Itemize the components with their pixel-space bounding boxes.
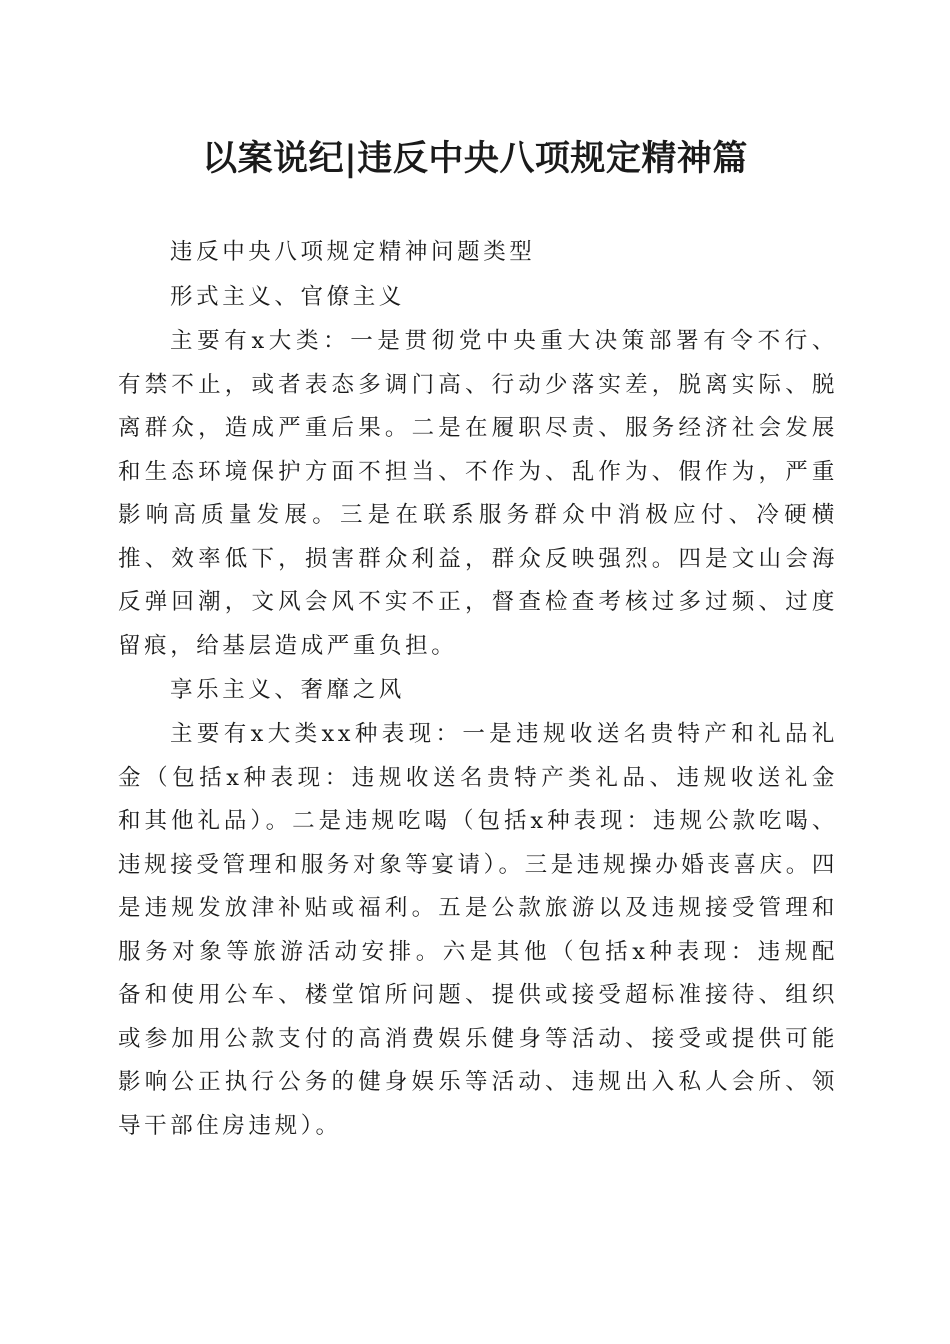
- paragraph-formalism-details: 主要有x大类：一是贯彻党中央重大决策部署有令不行、有禁不止，或者表态多调门高、行动少落实差，脱离实际、脱离群众，造成严重后果。二是在履职尽责、服务经济社会发展和生态环境保护方面不担当、不作为、乱作为、假作为，严重影响高质量发展。三是在联系服务群众中消极应付、冷硬横推、效率低下，损害群众利益，群众反映强烈。四是文山会海反弹回潮，文风会风不实不正，督查检查考核过多过频、过度留痕，给基层造成严重负担。: [118, 328, 838, 659]
- paragraph-hedonism-details: 主要有x大类xx种表现：一是违规收送名贵特产和礼品礼金（包括x种表现：违规收送名贵特产类礼品、违规收送礼金和其他礼品）。二是违规吃喝（包括x种表现：违规公款吃喝、违规接受管理和服务对象等宴请）。三是违规操办婚丧喜庆。四是违规发放津补贴或福利。五是公款旅游以及违规接受管理和服务对象等旅游活动安排。六是其他（包括x种表现：违规配备和使用公车、楼堂馆所问题、提供或接受超标准接待、组织或参加用公款支付的高消费娱乐健身等活动、接受或提供可能影响公正执行公务的健身娱乐等活动、违规出入私人会所、领导干部住房违规）。: [118, 721, 838, 1139]
- section-heading-formalism: 形式主义、官僚主义: [170, 284, 405, 310]
- document-body: [118, 230, 838, 1148]
- section-heading-hedonism: 享乐主义、奢靡之风: [170, 677, 405, 703]
- document-title: 以案说纪|违反中央八项规定精神篇: [202, 138, 748, 179]
- section-heading-problem-types: 违反中央八项规定精神问题类型: [170, 239, 536, 265]
